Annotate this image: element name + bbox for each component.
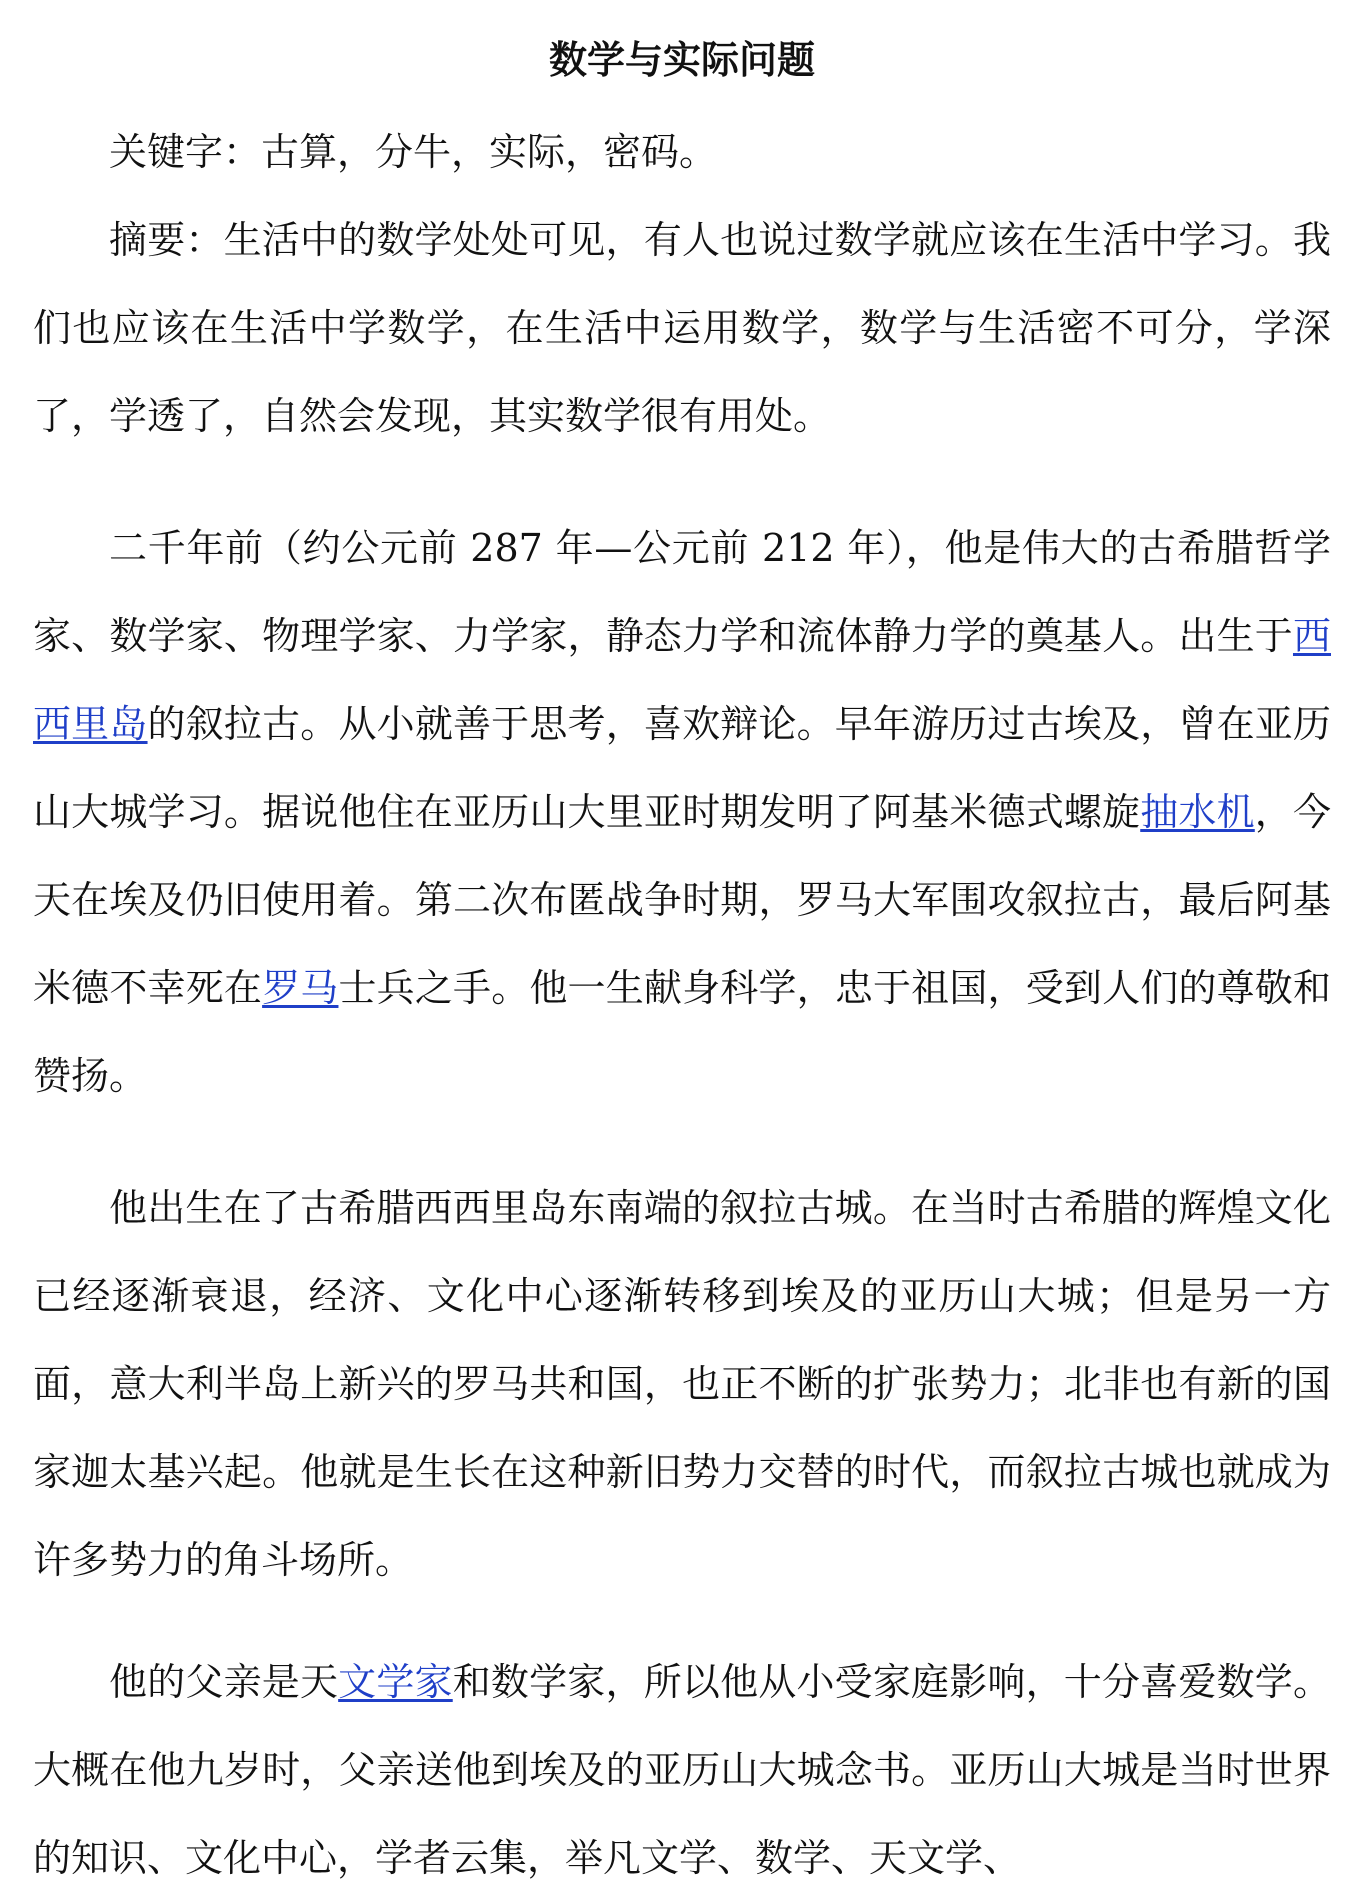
para1-text-3: ，今天在埃及仍旧使用着。第二次布匿战争时期，罗马大军围攻叙拉古，最后阿基米德不幸死在: [33, 790, 1331, 1010]
literature-link[interactable]: 文学家: [338, 1660, 453, 1704]
para3-text-1: 他的父亲是天: [109, 1660, 339, 1704]
para1-text-1: 二千年前（约公元前 287 年—公元前 212 年），他是伟大的古希腊哲学家、数学家、物理学家、力学家，静态力学和流体静力学的奠基人。出生于: [33, 526, 1331, 658]
biography-paragraph: [33, 504, 1331, 1120]
father-paragraph: [33, 1638, 1331, 1902]
para1-text-2: 的叙拉古。从小就善于思考，喜欢辩论。早年游历过古埃及，曾在亚历山大城学习。据说他住在亚历山大里亚时期发明了阿基米德式螺旋: [33, 702, 1331, 834]
abstract-paragraph: 摘要：生活中的数学处处可见，有人也说过数学就应该在生活中学习。我们也应该在生活中学数学，在生活中运用数学，数学与生活密不可分，学深了，学透了，自然会发现，其实数学很有用处。: [33, 218, 1331, 438]
page-title: 数学与实际问题: [548, 37, 815, 82]
keywords-line: 关键字：古算，分牛，实际，密码。: [109, 130, 718, 174]
water-pump-link[interactable]: 抽水机: [1140, 790, 1255, 834]
rome-link[interactable]: 罗马: [262, 966, 339, 1010]
para3-text-2: 和数学家，所以他从小受家庭影响，十分喜爱数学。大概在他九岁时，父亲送他到埃及的亚历山大城念书。亚历山大城是当时世界的知识、文化中心，学者云集，举凡文学、数学、天文学、: [33, 1660, 1331, 1880]
sicily-link[interactable]: 西西里岛: [33, 614, 1331, 746]
para1-text-4: 士兵之手。他一生献身科学，忠于祖国，受到人们的尊敬和赞扬。: [33, 966, 1331, 1098]
birthplace-paragraph: 他出生在了古希腊西西里岛东南端的叙拉古城。在当时古希腊的辉煌文化已经逐渐衰退，经济、文化中心逐渐转移到埃及的亚历山大城；但是另一方面，意大利半岛上新兴的罗马共和国，也正不断的扩张势力；北非也有新的国家迦太基兴起。他就是生长在这种新旧势力交替的时代，而叙拉古城也就成为许多势力的角斗场所。: [33, 1186, 1331, 1582]
